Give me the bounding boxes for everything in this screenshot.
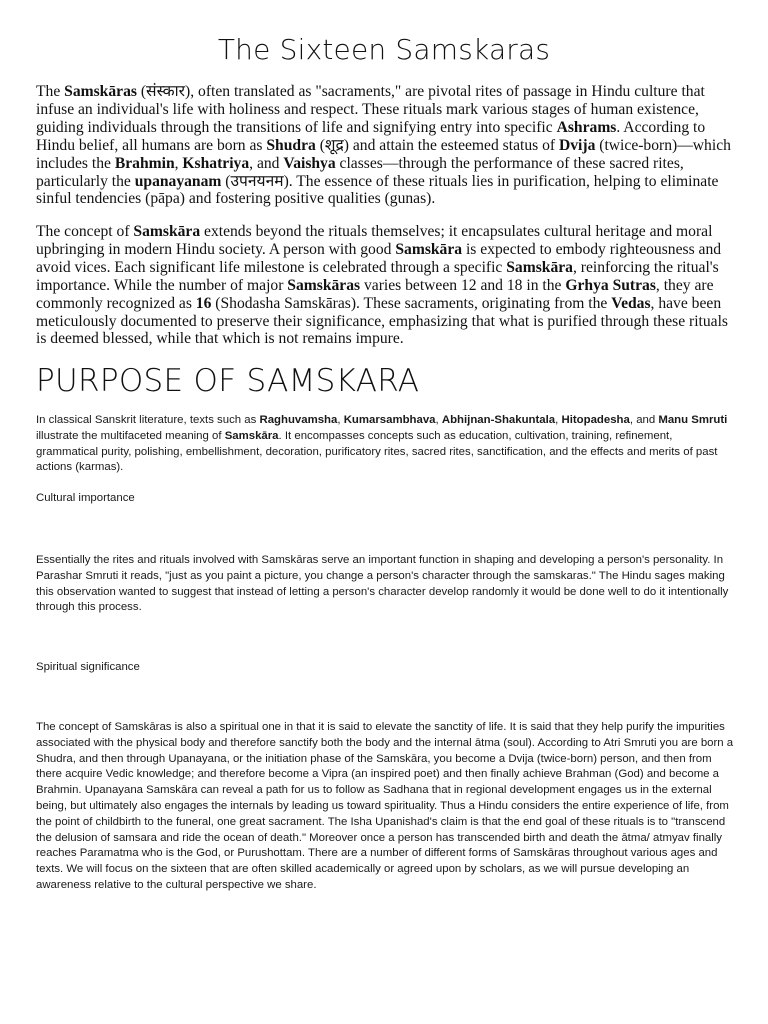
text-run: (उपनयनम). The essence of these rituals lies in purification, helping to eliminate sinful tendencies (pāpa) and fostering positive qualities (gunas). xyxy=(36,172,719,208)
text-run: . According to Hindu belief, all humans are born as xyxy=(36,118,706,154)
bold-term: Samskāras xyxy=(287,276,361,294)
bold-term: Vedas xyxy=(611,294,651,312)
text-run: extends beyond the rituals themselves; it encapsulates cultural heritage and moral upbringing in modern Hindu society. A person with good xyxy=(36,223,713,258)
purpose-paragraph xyxy=(36,413,736,476)
bold-term: 16 xyxy=(195,294,212,312)
bold-term: Vaishya xyxy=(283,154,336,172)
text-run: , and xyxy=(629,414,659,426)
cultural-importance-subheading: Cultural importance xyxy=(36,492,135,504)
bold-term: Samskāra xyxy=(133,223,201,240)
text-run: illustrate the multifaceted meaning of xyxy=(36,429,225,442)
bold-term: Samskāra xyxy=(224,429,279,442)
text-run: classes—through the performance of these sacred rites, particularly the xyxy=(36,154,684,190)
bold-term: Samskāra xyxy=(506,258,573,276)
intro-paragraph-1 xyxy=(36,83,734,208)
text-run: (twice-born)—which includes the xyxy=(36,136,731,172)
text-run: , xyxy=(174,154,183,172)
bold-term: Raghuvamsha xyxy=(259,414,338,426)
bold-term: Grhya Sutras xyxy=(565,276,656,294)
bold-term: Brahmin xyxy=(114,154,175,172)
bold-term: Hitopadesha xyxy=(561,414,630,426)
section-heading-purpose: PURPOSE OF SAMSKARA xyxy=(36,363,420,399)
text-run: , xyxy=(435,414,442,426)
spiritual-significance-paragraph: The concept of Samskāras is also a spiritual one in that it is said to elevate the sanctity of life. It is said that they help purify the impurities associated with the physical body and therefore sanctify both the body and the internal ātma (soul). According to Atri Smruti you are born a Shudra, and then through Upanayana, or the initiation phase of the Samskāra, you become a Dvija (twice-born) person, and then from there acquire Vedic knowledge; and therefore become a Vipra (an inspired poet) and then finally achieve Brahman (God) and become a Brahmin. Upanayana Samskāra can reveal a path for us to follow as Sadhana that in regional development engages us in the external being, but ultimately also engages the internals by leading us toward spirituality. Thus a Hindu considers the entire experience of life, from the point of childbirth to the funeral, one great sacrament. The Isha Upanishad's claim is that the end goal of these rituals is to "transcend the delusion of samsara and ride the ocean of death." Moreover once a person has transcended birth and death the ātma/ atmyav finally reaches Paramatma who is the God, or Purushottam. There are a number of different forms of Samskāras throughout various ages and texts. We will focus on the sixteen that are often skilled academically or agreed upon by scholars, as we will pursue developing an awareness relative to the cultural perspective we share. xyxy=(36,721,734,891)
bold-term: Abhijnan-Shakuntala xyxy=(441,414,556,426)
spiritual-significance-subheading: Spiritual significance xyxy=(36,661,140,673)
bold-term: Manu Smruti xyxy=(658,414,728,426)
text-run: In classical Sanskrit literature, texts such as xyxy=(36,414,260,426)
text-run: (संस्कार), often translated as "sacraments," are pivotal rites of passage in Hindu culture that infuse an individual's life with holiness and respect. These rituals mark various stages of human existence, guiding individuals through the transitions of life and signifying entry into specific xyxy=(36,83,705,136)
bold-term: Kshatriya xyxy=(182,154,250,172)
text-run: , xyxy=(337,414,344,426)
text-run: , have been meticulously documented to preserve their significance, emphasizing that what is purified through these rituals is deemed blessed, while that which is not remains impure. xyxy=(36,294,728,348)
text-run: , xyxy=(555,414,562,426)
intro-paragraph-2 xyxy=(36,223,734,348)
text-run: is expected to embody righteousness and avoid vices. Each significant life milestone is celebrated through a specific xyxy=(36,240,722,276)
text-run: , and xyxy=(249,154,284,172)
text-run: (शूद्र) and attain the esteemed status of xyxy=(315,136,559,154)
bold-term: Samskāras xyxy=(64,83,137,100)
text-run: varies between 12 and 18 in the xyxy=(360,276,566,294)
text-run: , reinforcing the ritual's importance. While the number of major xyxy=(36,258,719,294)
text-run: (Shodasha Samskāras). These sacraments, originating from the xyxy=(211,294,612,312)
bold-term: Samskāra xyxy=(395,240,463,258)
bold-term: upanayanam xyxy=(134,172,222,190)
text-run: . It encompasses concepts such as education, cultivation, training, refinement, grammatical purity, polishing, embellishment, decoration, purificatory rites, sacred rites, sanctification, and the effects and merits of past actions (karmas). xyxy=(36,429,718,474)
document-title: The Sixteen Samskaras xyxy=(217,33,551,66)
text-run: The concept of xyxy=(36,223,134,240)
cultural-importance-paragraph: Essentially the rites and rituals involved with Samskāras serve an important function in shaping and developing a person's personality. In Parashar Smruti it reads, "just as you paint a picture, you change a person's character through the samskaras." The Hindu sages making this observation wanted to suggest that instead of letting a person's character develop randomly it would be done well to do it intentionally through this process. xyxy=(36,554,729,614)
text-run: , they are commonly recognized as xyxy=(36,276,714,312)
bold-term: Kumarsambhava xyxy=(343,414,436,426)
text-run: The xyxy=(36,83,65,100)
bold-term: Shudra xyxy=(266,136,316,154)
bold-term: Dvija xyxy=(558,136,596,154)
bold-term: Ashrams xyxy=(556,118,617,136)
